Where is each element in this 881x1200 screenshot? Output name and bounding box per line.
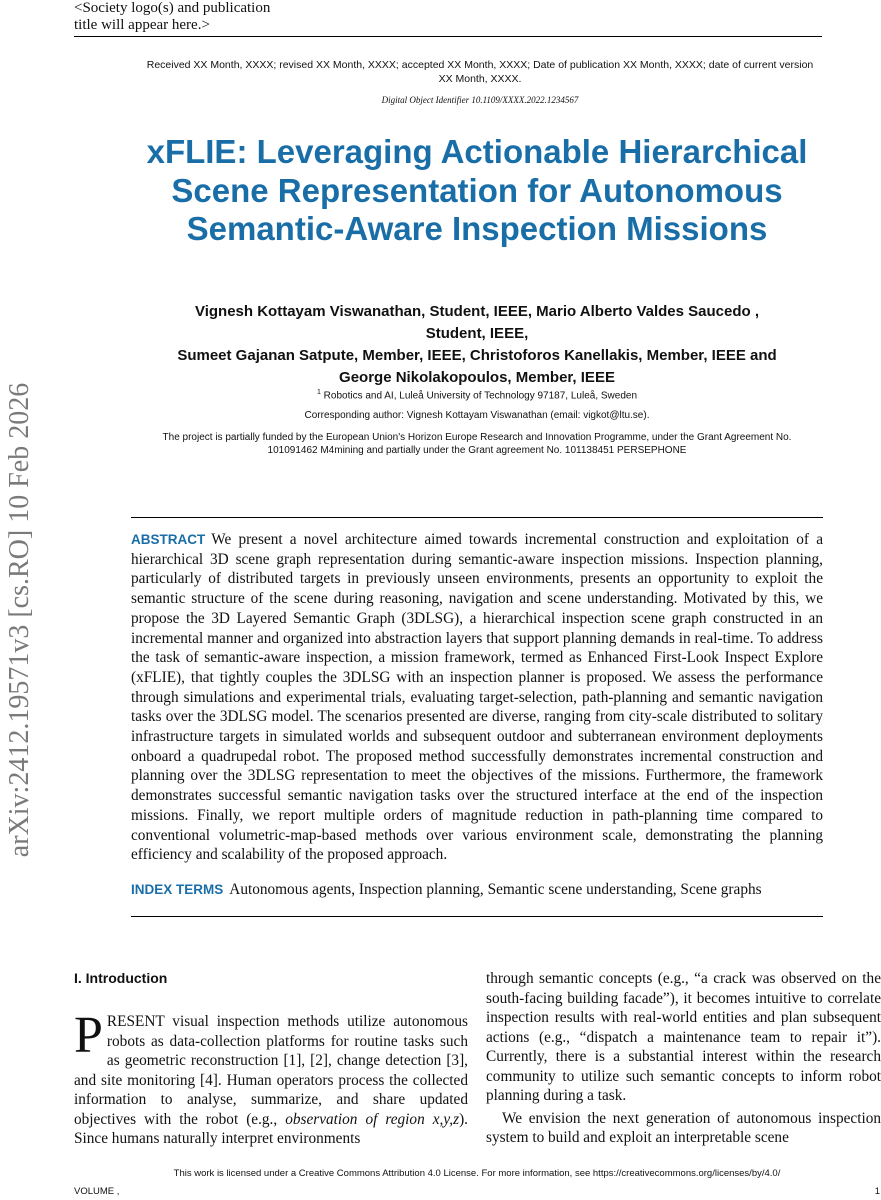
index-terms-text: Autonomous agents, Inspection planning, Semantic scene understanding, Scene graphs (229, 881, 762, 898)
header-rule (74, 36, 822, 37)
doi-line: Digital Object Identifier 10.1109/XXXX.2022.1234567 (381, 95, 579, 105)
arxiv-stamp: arXiv:2412.19571v3 [cs.RO] 10 Feb 2026 (4, 382, 35, 858)
affiliation (130, 389, 824, 401)
paper-title: xFLIE: Leveraging Actionable Hierarchical Scene Representation for Autonomous Semantic-Aware Inspection Missions (146, 133, 808, 247)
intro-italic-text: observation of region x,y,z (285, 1110, 460, 1128)
author-line: George Nikolakopoulos, Member, IEEE (339, 369, 615, 386)
corresponding-author: Corresponding author: Vignesh Kottayam Viswanathan (email: vigkot@ltu.se). (304, 410, 650, 421)
author-line: Sumeet Gajanan Satpute, Member, IEEE, Christoforos Kanellakis, Member, IEEE and (177, 347, 777, 364)
abstract-text: We present a novel architecture aimed towards incremental construction and exploitation of a hierarchical 3D scene graph representation during semantic-aware inspection missions. Inspection planning, particularly of distributed targets in previously unseen environments, presents an opportunity to exploit the semantic structure of the scene during reasoning, navigation and scene understanding. Motivated by this, we propose the 3D Layered Semantic Graph (3DLSG), a hierarchical inspection scene graph constructed in an incremental manner and organized into abstraction layers that support planning demands in real-time. To address the task of semantic-aware inspection, a mission framework, termed as Enhanced First-Look Inspect Explore (xFLIE), that tightly couples the 3DLSG with an inspection planner is proposed. We assess the performance through simulations and experimental trials, evaluating target-selection, path-planning and semantic navigation tasks over the 3DLSG model. The scenarios presented are diverse, ranging from city-scale distributed to solitary infrastructure targets in simulated worlds and subsequent outdoor and subterranean environment deployments onboard a quadrupedal robot. The proposed method successfully demonstrates incremental construction and planning over the 3DLSG representation to meet the objectives of the missions. Furthermore, the framework demonstrates successful semantic navigation tasks over the structured interface at the end of the inspection missions. Finally, we report multiple orders of magnitude reduction in path-planning time compared to conventional volumetric-map-based methods over various environment scale, demonstrating the planning efficiency and scalability of the proposed approach. (131, 531, 823, 864)
license-note: This work is licensed under a Creative Commons Attribution 4.0 License. For more information, see https://creativecommons.org/licenses/by/4.0/ (173, 1168, 781, 1179)
received-dates: Received XX Month, XXXX; revised XX Month, XXXX; accepted XX Month, XXXX; Date of publication XX Month, XXXX; date of current version XX Month, XXXX. (146, 59, 814, 85)
index-terms-label: INDEX TERMS (131, 882, 224, 897)
abstract (131, 530, 823, 865)
affiliation-text: Robotics and AI, Luleå University of Technology 97187, Luleå, Sweden (323, 390, 638, 402)
intro-paragraph: through semantic concepts (e.g., “a crack was observed on the south-facing building facade”), it becomes intuitive to correlate inspection results with real-world entities and plan subsequent actions (e.g., “dispatch a maintenance team to repair it”). Currently, there is a substantial interest within the research community to utilize such semantic concepts to inform robot planning during a task. (486, 970, 881, 1104)
abstract-label: ABSTRACT (131, 532, 206, 547)
intro-left-column (74, 1007, 468, 1149)
intro-paragraph: We envision the next generation of autonomous inspection system to build and exploit an interpretable scene (486, 1109, 881, 1146)
intro-right-column (486, 969, 881, 1148)
index-terms (131, 880, 823, 899)
page-number: 1 (874, 1186, 880, 1197)
author-line: Student, IEEE, (425, 325, 529, 342)
affiliation-marker: 1 (316, 389, 321, 396)
society-placeholder: <Society logo(s) and publication title will appear here.> (74, 0, 271, 33)
author-line: Vignesh Kottayam Viswanathan, Student, IEEE, Mario Alberto Valdes Saucedo , (194, 303, 760, 320)
drop-cap: P (74, 1007, 103, 1064)
intro-text: ). Since humans naturally interpret environments (74, 1110, 468, 1147)
section-heading: I. Introduction (74, 970, 168, 986)
funding-note: The project is partially funded by the European Union's Horizon Europe Research and Innovation Programme, under the Grant Agreement No. 101091462 M4mining and partially under the Grant agreement No. 101138451 PERSEPHONE (162, 432, 792, 456)
footer-volume: VOLUME , (74, 1186, 120, 1197)
intro-text: RESENT visual inspection methods utilize autonomous robots as data-collection platforms for routine tasks such as geometric reconstruction [1], [2], change detection [3], and site monitoring [4]. Human operators process the collected information to analyse, summarize, and share updated objectives with the robot (e.g., (74, 1013, 468, 1128)
author-list (130, 301, 824, 389)
